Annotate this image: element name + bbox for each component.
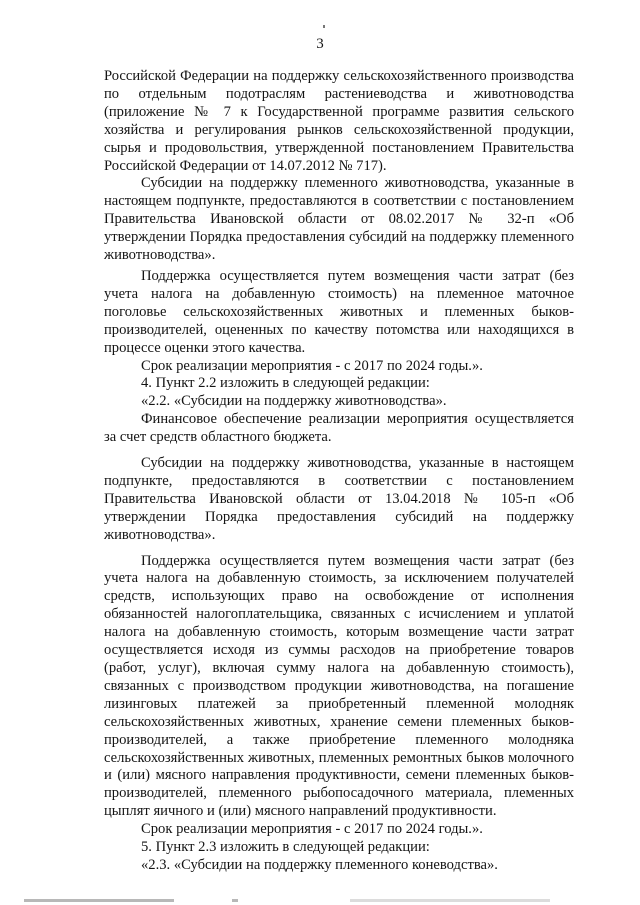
scan-dot — [323, 25, 325, 28]
paragraph-item-2-2-title: «2.2. «Субсидии на поддержку животноводства». — [141, 393, 447, 410]
scan-artifact — [24, 899, 174, 902]
scan-artifact — [350, 899, 550, 902]
paragraph-item-2-2-heading: 4. Пункт 2.2 изложить в следующей редакции: — [141, 375, 430, 392]
paragraph-term: Срок реализации мероприятия - с 2017 по 2024 годы.». — [141, 357, 483, 374]
paragraph-item-2-3-title: «2.3. «Субсидии на поддержку племенного коневодства». — [141, 856, 498, 873]
paragraph-term-2: Срок реализации мероприятия - с 2017 по 2024 годы.». — [141, 821, 483, 838]
paragraph-continuation: Российской Федерации на поддержку сельскохозяйственного производства по отдельным подотраслям растениеводства и животноводства (приложение № 7 к Государственной программе развития сельского хозяйства и регулирования рынков сельскохозяйственной продукции, сырья и продовольствия, утвержденной постановлением Правительства Российской Федерации от 14.07.2012 № 717). — [104, 68, 574, 174]
paragraph-financing: Финансовое обеспечение реализации мероприятия осуществляется за счет средств областного бюджета. — [104, 411, 574, 446]
paragraph-livestock-subsidies: Субсидии на поддержку животноводства, указанные в настоящем подпункте, предоставляются в соответствии с постановлением Правительства Ивановской области от 13.04.2018 № 105-п «Об утверждении Порядка предоставления субсидий на поддержку животноводства». — [104, 455, 574, 543]
paragraph-support-conditions: Поддержка осуществляется путем возмещения части затрат (без учета налога на добавленную стоимость) на племенное маточное поголовье сельскохозяйственных животных и племенных быков-производителей, оцененных по качеству потомства или находящихся в процессе оценки этого качества. — [104, 267, 574, 356]
paragraph-breeding-subsidies: Субсидии на поддержку племенного животноводства, указанные в настоящем подпункте, предоставляются в соответствии с постановлением Правительства Ивановской области от 08.02.2017 № 32-п «Об утверждении Порядка предоставления субсидий на поддержку племенного животноводства». — [104, 175, 574, 264]
paragraph-reimbursement: Поддержка осуществляется путем возмещения части затрат (без учета налога на добавленную стоимость, за исключением получателей средств, использующих право на освобождение от исполнения обязанностей налогоплательщика, связанных с исчислением и уплатой налога на добавленную стоимость, которым возмещение части затрат осуществляется исходя из суммы расходов на приобретение товаров (работ, услуг), включая сумму налога на добавленную стоимость), связанных с производством продукции животноводства, на погашение лизинговых платежей за приобретенный племенной молодняк сельскохозяйственных животных, хранение семени племенных быков-производителей, а также приобретение племенного молодняка сельскохозяйственных животных, племенных ремонтных быков молочного и (или) мясного направления продуктивности, семени племенных быков-производителей, племенного рыбопосадочного материала, племенных цыплят яичного и (или) мясного направлений продуктивности. — [104, 552, 574, 820]
document-body — [104, 68, 574, 875]
scan-artifact — [232, 899, 238, 902]
paragraph-item-2-3-heading: 5. Пункт 2.3 изложить в следующей редакции: — [141, 839, 430, 856]
page-number: 3 — [316, 36, 324, 52]
